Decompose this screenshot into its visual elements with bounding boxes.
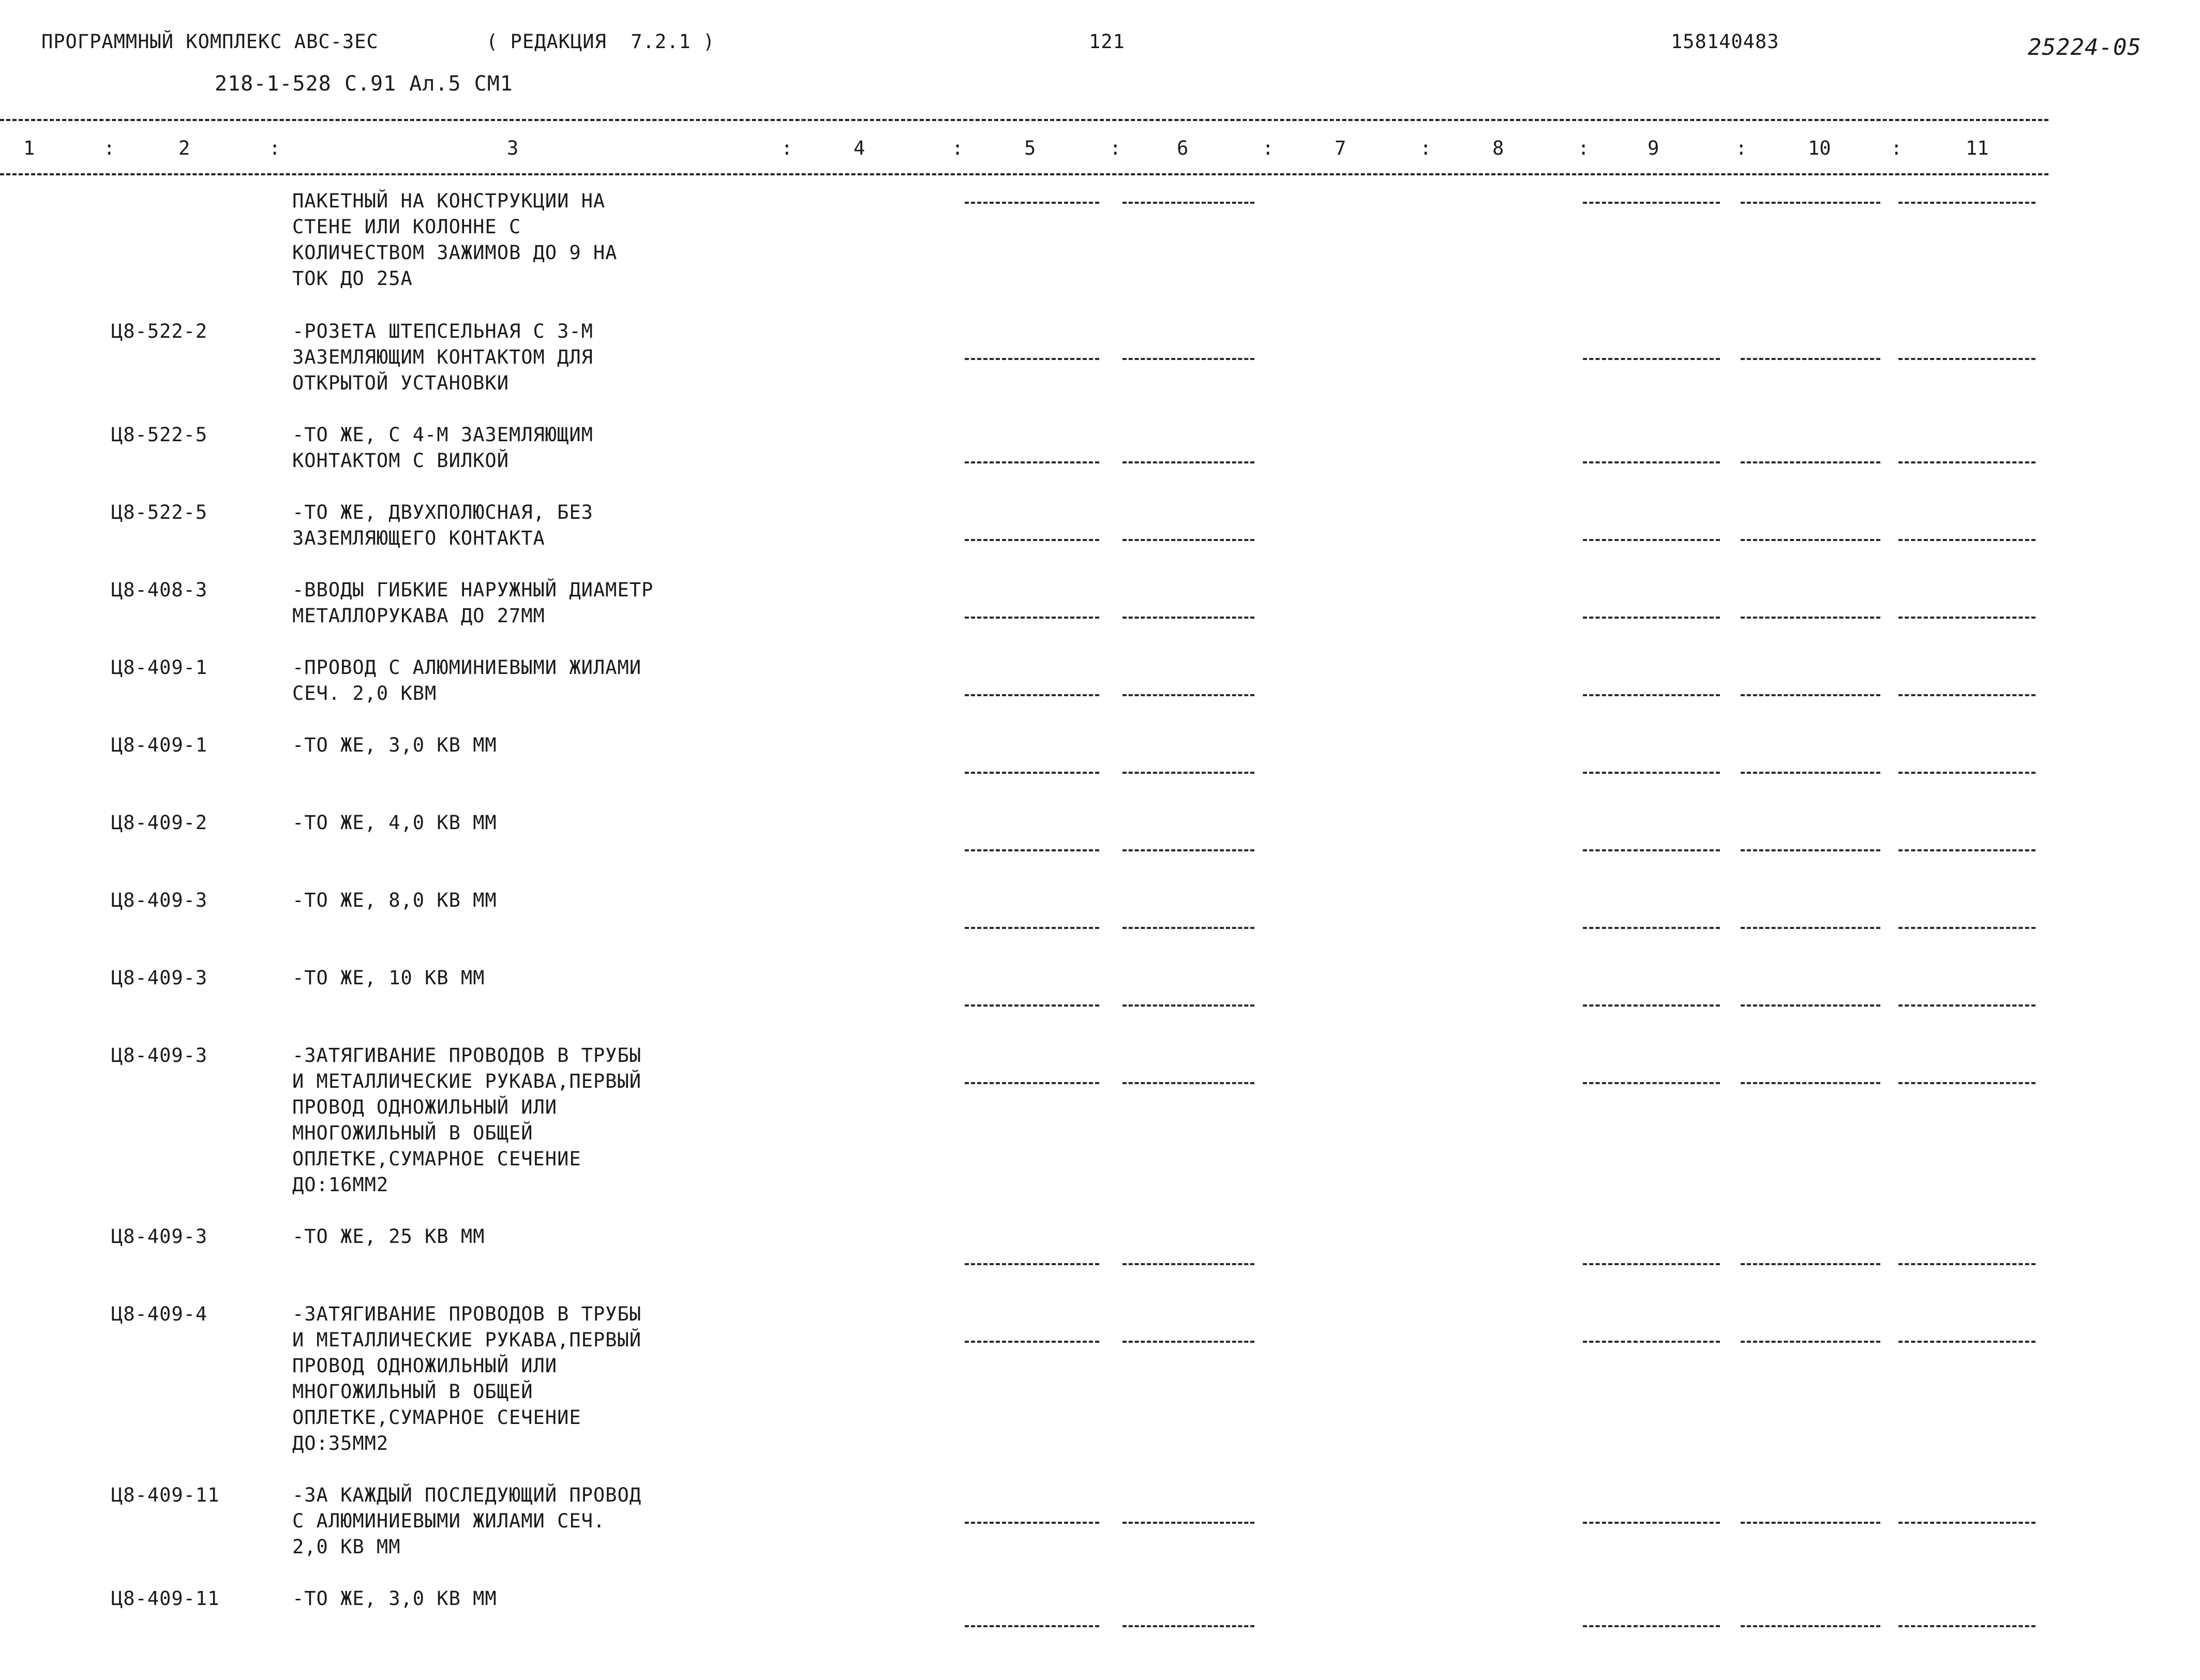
subtotal-rule: [965, 617, 1099, 619]
subtotal-rule: [1583, 1522, 1720, 1524]
subtotal-rule: [1583, 539, 1720, 541]
subtotal-rule: [1741, 849, 1880, 851]
column-separator: :: [1578, 137, 1590, 159]
subtotal-rule: [1741, 539, 1880, 541]
rate-code: Ц8-522-2: [111, 320, 208, 342]
subtotal-rule: [1123, 694, 1254, 696]
column-separator: :: [781, 137, 793, 159]
rate-code: Ц8-409-2: [111, 812, 208, 834]
subtotal-rule: [1898, 1341, 2036, 1343]
subtotal-rule: [1583, 1082, 1720, 1084]
work-description: 2,0 КВ ММ: [292, 1536, 401, 1558]
work-description: -ВВОДЫ ГИБКИЕ НАРУЖНЫЙ ДИАМЕТР: [292, 579, 654, 601]
column-header-5: 5: [1024, 137, 1036, 159]
rate-code: Ц8-409-1: [111, 656, 208, 679]
subtotal-rule: [1123, 1341, 1254, 1343]
subtotal-rule: [965, 1625, 1099, 1627]
edition-label: ( РЕДАКЦИЯ 7.2.1 ): [486, 31, 715, 53]
column-separator: :: [269, 137, 281, 159]
column-separator: :: [1891, 137, 1903, 159]
work-description: -РОЗЕТА ШТЕПСЕЛЬНАЯ С 3-М: [292, 320, 593, 342]
column-separator: :: [103, 137, 115, 159]
subtotal-rule: [1898, 1522, 2036, 1524]
work-description: ПРОВОД ОДНОЖИЛЬНЫЙ ИЛИ: [292, 1096, 558, 1118]
work-description: ОТКРЫТОЙ УСТАНОВКИ: [292, 372, 509, 394]
column-header-6: 6: [1177, 137, 1189, 159]
rate-code: Ц8-409-11: [111, 1484, 220, 1506]
subtotal-rule: [1741, 1082, 1880, 1084]
column-separator: :: [952, 137, 964, 159]
subtotal-rule: [1898, 202, 2036, 204]
document-number: 158140483: [1671, 31, 1779, 53]
subtotal-rule: [1741, 461, 1880, 463]
column-separator: :: [1110, 137, 1121, 159]
rate-code: Ц8-409-3: [111, 967, 208, 989]
subtotal-rule: [1123, 1082, 1254, 1084]
work-description: КОЛИЧЕСТВОМ ЗАЖИМОВ ДО 9 НА: [292, 242, 618, 264]
subtotal-rule: [1123, 1263, 1254, 1265]
work-description: -ТО ЖЕ, С 4-М ЗАЗЕМЛЯЮЩИМ: [292, 424, 593, 446]
work-description: СТЕНЕ ИЛИ КОЛОННЕ С: [292, 216, 521, 238]
work-description: -ЗАТЯГИВАНИЕ ПРОВОДОВ В ТРУБЫ: [292, 1044, 642, 1067]
handwritten-code: 25224-05: [2028, 34, 2142, 61]
subtotal-rule: [1741, 358, 1880, 360]
work-description: И МЕТАЛЛИЧЕСКИЕ РУКАВА,ПЕРВЫЙ: [292, 1070, 642, 1092]
work-description: ПАКЕТНЫЙ НА КОНСТРУКЦИИ НА: [292, 190, 606, 212]
subtotal-rule: [965, 849, 1099, 851]
subtotal-rule: [1123, 1004, 1254, 1007]
subtotal-rule: [1898, 1263, 2036, 1265]
work-description: ТОК ДО 25А: [292, 267, 413, 290]
work-description: ЗАЗЕМЛЯЮЩИМ КОНТАКТОМ ДЛЯ: [292, 346, 593, 368]
column-header-11: 11: [1966, 137, 1989, 159]
subtotal-rule: [1583, 927, 1720, 929]
subtotal-rule: [1583, 461, 1720, 463]
subtotal-rule: [1741, 772, 1880, 774]
column-header-3: 3: [507, 137, 519, 159]
rate-code: Ц8-409-3: [111, 1225, 208, 1248]
work-description: -ТО ЖЕ, 8,0 КВ ММ: [292, 889, 497, 911]
subtotal-rule: [1898, 461, 2036, 463]
work-description: ЗАЗЕМЛЯЮЩЕГО КОНТАКТА: [292, 527, 545, 549]
subtotal-rule: [1741, 1263, 1880, 1265]
work-description: -ТО ЖЕ, 3,0 КВ ММ: [292, 1587, 497, 1610]
subtotal-rule: [965, 202, 1099, 204]
column-header-9: 9: [1648, 137, 1659, 159]
subtotal-rule: [1898, 1625, 2036, 1627]
subtotal-rule: [1898, 694, 2036, 696]
rate-code: Ц8-408-3: [111, 579, 208, 601]
subtotal-rule: [1898, 617, 2036, 619]
subtotal-rule: [1741, 927, 1880, 929]
subtotal-rule: [1741, 1341, 1880, 1343]
column-separator: :: [1262, 137, 1274, 159]
header-bottom-rule: [0, 173, 2048, 175]
subtotal-rule: [965, 694, 1099, 696]
subtotal-rule: [1123, 927, 1254, 929]
subtotal-rule: [965, 1263, 1099, 1265]
work-description: ПРОВОД ОДНОЖИЛЬНЫЙ ИЛИ: [292, 1355, 558, 1377]
subtotal-rule: [1123, 202, 1254, 204]
column-separator: :: [1735, 137, 1747, 159]
work-description: ДО:35ММ2: [292, 1432, 389, 1454]
subtotal-rule: [1123, 358, 1254, 360]
page-number: 121: [1089, 31, 1125, 53]
work-description: ОПЛЕТКЕ,СУМАРНОЕ СЕЧЕНИЕ: [292, 1148, 581, 1170]
rate-code: Ц8-409-3: [111, 1044, 208, 1067]
work-description: СЕЧ. 2,0 КВМ: [292, 682, 437, 704]
subtotal-rule: [965, 539, 1099, 541]
work-description: МЕТАЛЛОРУКАВА ДО 27ММ: [292, 605, 545, 627]
rate-code: Ц8-409-1: [111, 734, 208, 756]
work-description: -ТО ЖЕ, 25 КВ ММ: [292, 1225, 485, 1248]
subtotal-rule: [1123, 539, 1254, 541]
subtotal-rule: [965, 461, 1099, 463]
rate-code: Ц8-522-5: [111, 424, 208, 446]
rate-code: Ц8-522-5: [111, 501, 208, 523]
subtotal-rule: [1898, 772, 2036, 774]
subtotal-rule: [1741, 1625, 1880, 1627]
subtotal-rule: [965, 1082, 1099, 1084]
work-description: И МЕТАЛЛИЧЕСКИЕ РУКАВА,ПЕРВЫЙ: [292, 1329, 642, 1351]
work-description: -ТО ЖЕ, ДВУХПОЛЮСНАЯ, БЕЗ: [292, 501, 593, 523]
column-header-10: 10: [1808, 137, 1831, 159]
subtotal-rule: [1898, 539, 2036, 541]
subtotal-rule: [1741, 1004, 1880, 1007]
subtotal-rule: [1123, 772, 1254, 774]
subtotal-rule: [1741, 1522, 1880, 1524]
work-description: -ТО ЖЕ, 4,0 КВ ММ: [292, 812, 497, 834]
subtotal-rule: [965, 927, 1099, 929]
subtotal-rule: [1583, 694, 1720, 696]
subtotal-rule: [1583, 1341, 1720, 1343]
subtotal-rule: [1898, 927, 2036, 929]
subtotal-rule: [1583, 1263, 1720, 1265]
column-header-4: 4: [854, 137, 865, 159]
subtotal-rule: [1898, 1082, 2036, 1084]
subtotal-rule: [1123, 617, 1254, 619]
subtotal-rule: [1123, 461, 1254, 463]
rate-code: Ц8-409-4: [111, 1303, 208, 1325]
work-description: ДО:16ММ2: [292, 1174, 389, 1196]
subtotal-rule: [965, 772, 1099, 774]
subtotal-rule: [1583, 772, 1720, 774]
subtotal-rule: [1898, 358, 2036, 360]
work-description: МНОГОЖИЛЬНЫЙ В ОБЩЕЙ: [292, 1122, 533, 1144]
rate-code: Ц8-409-11: [111, 1587, 220, 1610]
subtotal-rule: [1583, 1625, 1720, 1627]
subtotal-rule: [1583, 1004, 1720, 1007]
header-top-rule: [0, 119, 2048, 121]
column-separator: :: [1420, 137, 1432, 159]
work-description: -ЗА КАЖДЫЙ ПОСЛЕДУЮЩИЙ ПРОВОД: [292, 1484, 642, 1506]
subtotal-rule: [965, 1341, 1099, 1343]
column-header-1: 1: [23, 137, 35, 159]
subtotal-rule: [1898, 849, 2036, 851]
work-description: МНОГОЖИЛЬНЫЙ В ОБЩЕЙ: [292, 1381, 533, 1403]
subtotal-rule: [1741, 202, 1880, 204]
subtotal-rule: [965, 1004, 1099, 1007]
subtotal-rule: [1123, 1522, 1254, 1524]
subtotal-rule: [1741, 694, 1880, 696]
subtotal-rule: [965, 1522, 1099, 1524]
work-description: КОНТАКТОМ С ВИЛКОЙ: [292, 449, 509, 472]
subtotal-rule: [1898, 1004, 2036, 1007]
work-description: -ПРОВОД С АЛЮМИНИЕВЫМИ ЖИЛАМИ: [292, 656, 642, 679]
work-description: -ЗАТЯГИВАНИЕ ПРОВОДОВ В ТРУБЫ: [292, 1303, 642, 1325]
program-title: ПРОГРАММНЫЙ КОМПЛЕКС АВС-3ЕС: [41, 31, 379, 53]
work-description: -ТО ЖЕ, 10 КВ ММ: [292, 967, 485, 989]
rate-code: Ц8-409-3: [111, 889, 208, 911]
subtotal-rule: [1123, 1625, 1254, 1627]
subtotal-rule: [965, 358, 1099, 360]
work-description: -ТО ЖЕ, 3,0 КВ ММ: [292, 734, 497, 756]
subtotal-rule: [1583, 202, 1720, 204]
work-description: ОПЛЕТКЕ,СУМАРНОЕ СЕЧЕНИЕ: [292, 1406, 581, 1429]
column-header-2: 2: [178, 137, 190, 159]
subtotal-rule: [1583, 849, 1720, 851]
subtotal-rule: [1583, 617, 1720, 619]
column-header-7: 7: [1335, 137, 1346, 159]
subtotal-rule: [1583, 358, 1720, 360]
column-header-8: 8: [1492, 137, 1504, 159]
work-description: С АЛЮМИНИЕВЫМИ ЖИЛАМИ СЕЧ.: [292, 1510, 606, 1532]
subtotal-rule: [1741, 617, 1880, 619]
document-subtitle: 218-1-528 С.91 Ал.5 СМ1: [215, 72, 513, 96]
subtotal-rule: [1123, 849, 1254, 851]
